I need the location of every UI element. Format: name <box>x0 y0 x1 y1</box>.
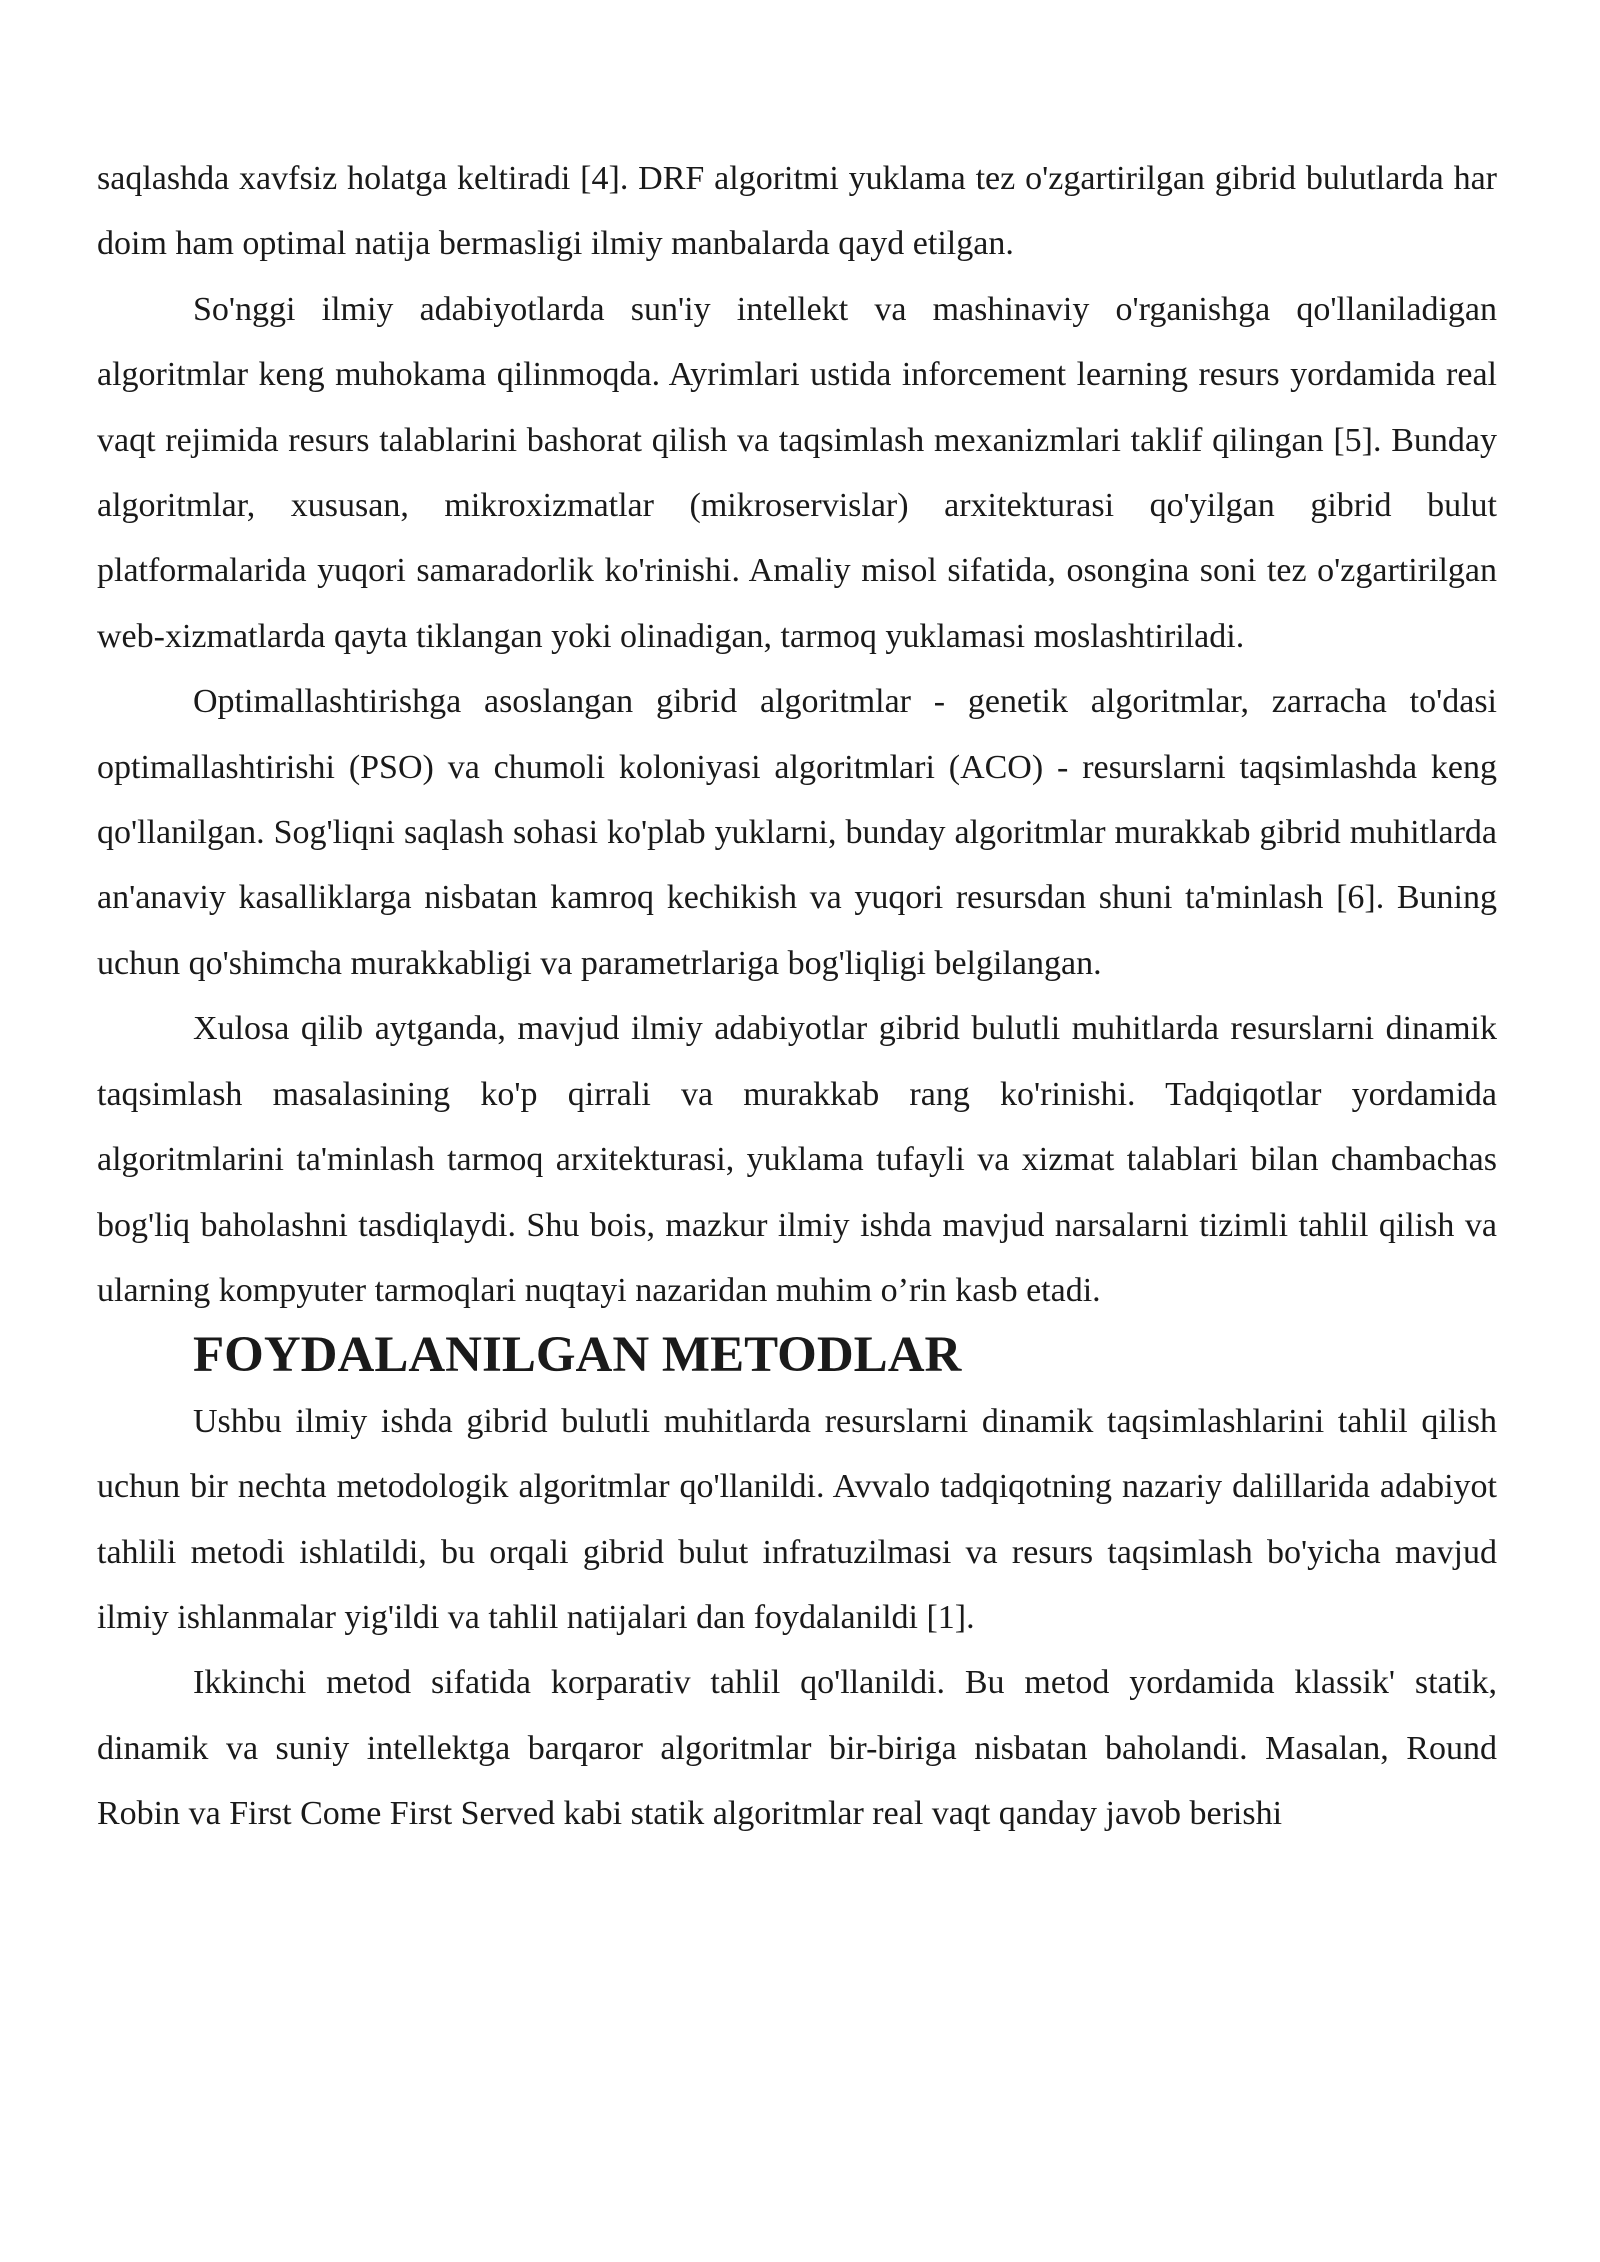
paragraph-conclusion: Xulosa qilib aytganda, mavjud ilmiy adabiyotlar gibrid bulutli muhitlarda resurslarni dinamik taqsimlash masalasining ko'p qirrali va murakkab rang ko'rinishi. Tadqiqotlar yordamida algoritmlarini ta'minlash tarmoq arxitekturasi, yuklama tufayli va xizmat talablari bilan chambachas bog'liq baholashni tasdiqlaydi. Shu bois, mazkur ilmiy ishda mavjud narsalarni tizimli tahlil qilish va ularning kompyuter tarmoqlari nuqtayi nazaridan muhim o’rin kasb etadi. <box>97 1010 1497 1309</box>
paragraph-drf-continuation: saqlashda xavfsiz holatga keltiradi [4]. DRF algoritmi yuklama tez o'zgartirilgan gibrid bulutlarda har doim ham optimal natija bermasligi ilmiy manbalarda qayd etilgan. <box>97 160 1497 263</box>
section-heading-methods: FOYDALANILGAN METODLAR <box>193 1327 962 1384</box>
paragraph-methods-comparative: Ikkinchi metod sifatida korparativ tahlil qo'llanildi. Bu metod yordamida klassik' statik, dinamik va suniy intellektga barqaror algoritmlar bir-biriga nisbatan baholandi. Masalan, Round Robin va First Come First Served kabi statik algoritmlar real vaqt qanday javob berishi <box>97 1664 1497 1833</box>
paragraph-ai-ml-algorithms: So'nggi ilmiy adabiyotlarda sun'iy intellekt va mashinaviy o'rganishga qo'llaniladigan algoritmlar keng muhokama qilinmoqda. Ayrimlari ustida inforcement learning resurs yordamida real vaqt rejimida resurs talablarini bashorat qilish va taqsimlash mexanizmlari taklif qilingan [5]. Bunday algoritmlar, xususan, mikroxizmatlar (mikroservislar) arxitekturasi qo'yilgan gibrid bulut platformalarida yuqori samaradorlik ko'rinishi. Amaliy misol sifatida, osongina soni tez o'zgartirilgan web-xizmatlarda qayta tiklangan yoki olinadigan, tarmoq yuklamasi moslashtiriladi. <box>97 290 1497 655</box>
paragraph-methods-literature: Ushbu ilmiy ishda gibrid bulutli muhitlarda resurslarni dinamik taqsimlashlarini tahlil qilish uchun bir nechta metodologik algoritmlar qo'llanildi. Avvalo tadqiqotning nazariy dalillarida adabiyot tahlili metodi ishlatildi, bu orqali gibrid bulut infratuzilmasi va resurs taqsimlash bo'yicha mavjud ilmiy ishlanmalar yig'ildi va tahlil natijalari dan foydalanildi [1]. <box>97 1402 1497 1636</box>
document-page <box>97 146 1497 1847</box>
paragraph-optimization-algorithms: Optimallashtirishga asoslangan gibrid algoritmlar - genetik algoritmlar, zarracha to'dasi optimallashtirishi (PSO) va chumoli koloniyasi algoritmlari (ACO) - resurslarni taqsimlashda keng qo'llanilgan. Sog'liqni saqlash sohasi ko'plab yuklarni, bunday algoritmlar murakkab gibrid muhitlarda an'anaviy kasalliklarga nisbatan kamroq kechikish va yuqori resursdan shuni ta'minlash [6]. Buning uchun qo'shimcha murakkabligi va parametrlariga bog'liqligi belgilangan. <box>97 683 1497 982</box>
